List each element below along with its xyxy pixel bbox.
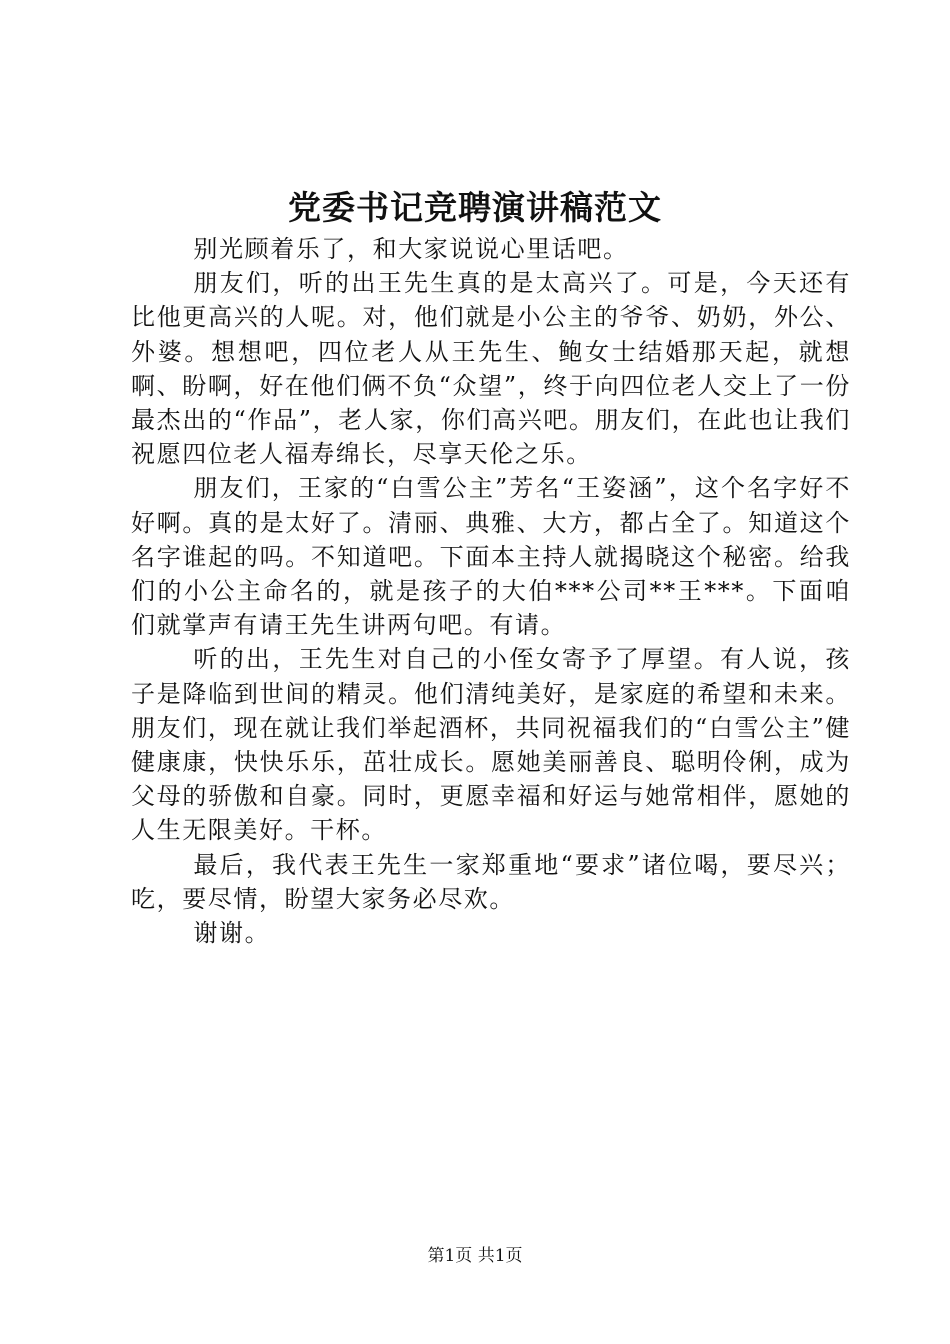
paragraph-6: 谢谢。 bbox=[193, 919, 271, 948]
paragraph-2: 朋友们，听的出王先生真的是太高兴了。可是，今天还有比他更高兴的人呢。对，他们就是小公主的爷爷、奶奶，外公、外婆。想想吧，四位老人从王先生、鲍女士结婚那天起，就想啊、盼啊，好在他们俩不负“众望”，终于向四位老人交上了一份最杰出的“作品”，老人家，你们高兴吧。朋友们，在此也让我们祝愿四位老人福寿绵长，尽享天伦之乐。 bbox=[131, 269, 851, 469]
document-body bbox=[131, 232, 851, 950]
paragraph-5: 最后，我代表王先生一家郑重地“要求”诸位喝，要尽兴；吃，要尽情，盼望大家务必尽欢。 bbox=[131, 850, 851, 913]
document-title: 党委书记竞聘演讲稿范文 bbox=[288, 188, 662, 227]
paragraph-1: 别光顾着乐了，和大家说说心里话吧。 bbox=[193, 235, 629, 263]
page-footer: 第1页 共1页 bbox=[427, 1246, 523, 1266]
paragraph-3: 朋友们，王家的“白雪公主”芳名“王姿涵”，这个名字好不好啊。真的是太好了。清丽、典雅、大方，都占全了。知道这个名字谁起的吗。不知道吧。下面本主持人就揭晓这个秘密。给我们的小公主命名的，就是孩子的大伯***公司**王***。下面咱们就掌声有请王先生讲两句吧。有请。 bbox=[131, 474, 851, 640]
paragraph-4: 听的出，王先生对自己的小侄女寄予了厚望。有人说，孩子是降临到世间的精灵。他们清纯美好，是家庭的希望和未来。朋友们，现在就让我们举起酒杯，共同祝福我们的“白雪公主”健健康康，快快乐乐，茁壮成长。愿她美丽善良、聪明伶俐，成为父母的骄傲和自豪。同时，更愿幸福和好运与她常相伴，愿她的人生无限美好。干杯。 bbox=[131, 645, 851, 845]
